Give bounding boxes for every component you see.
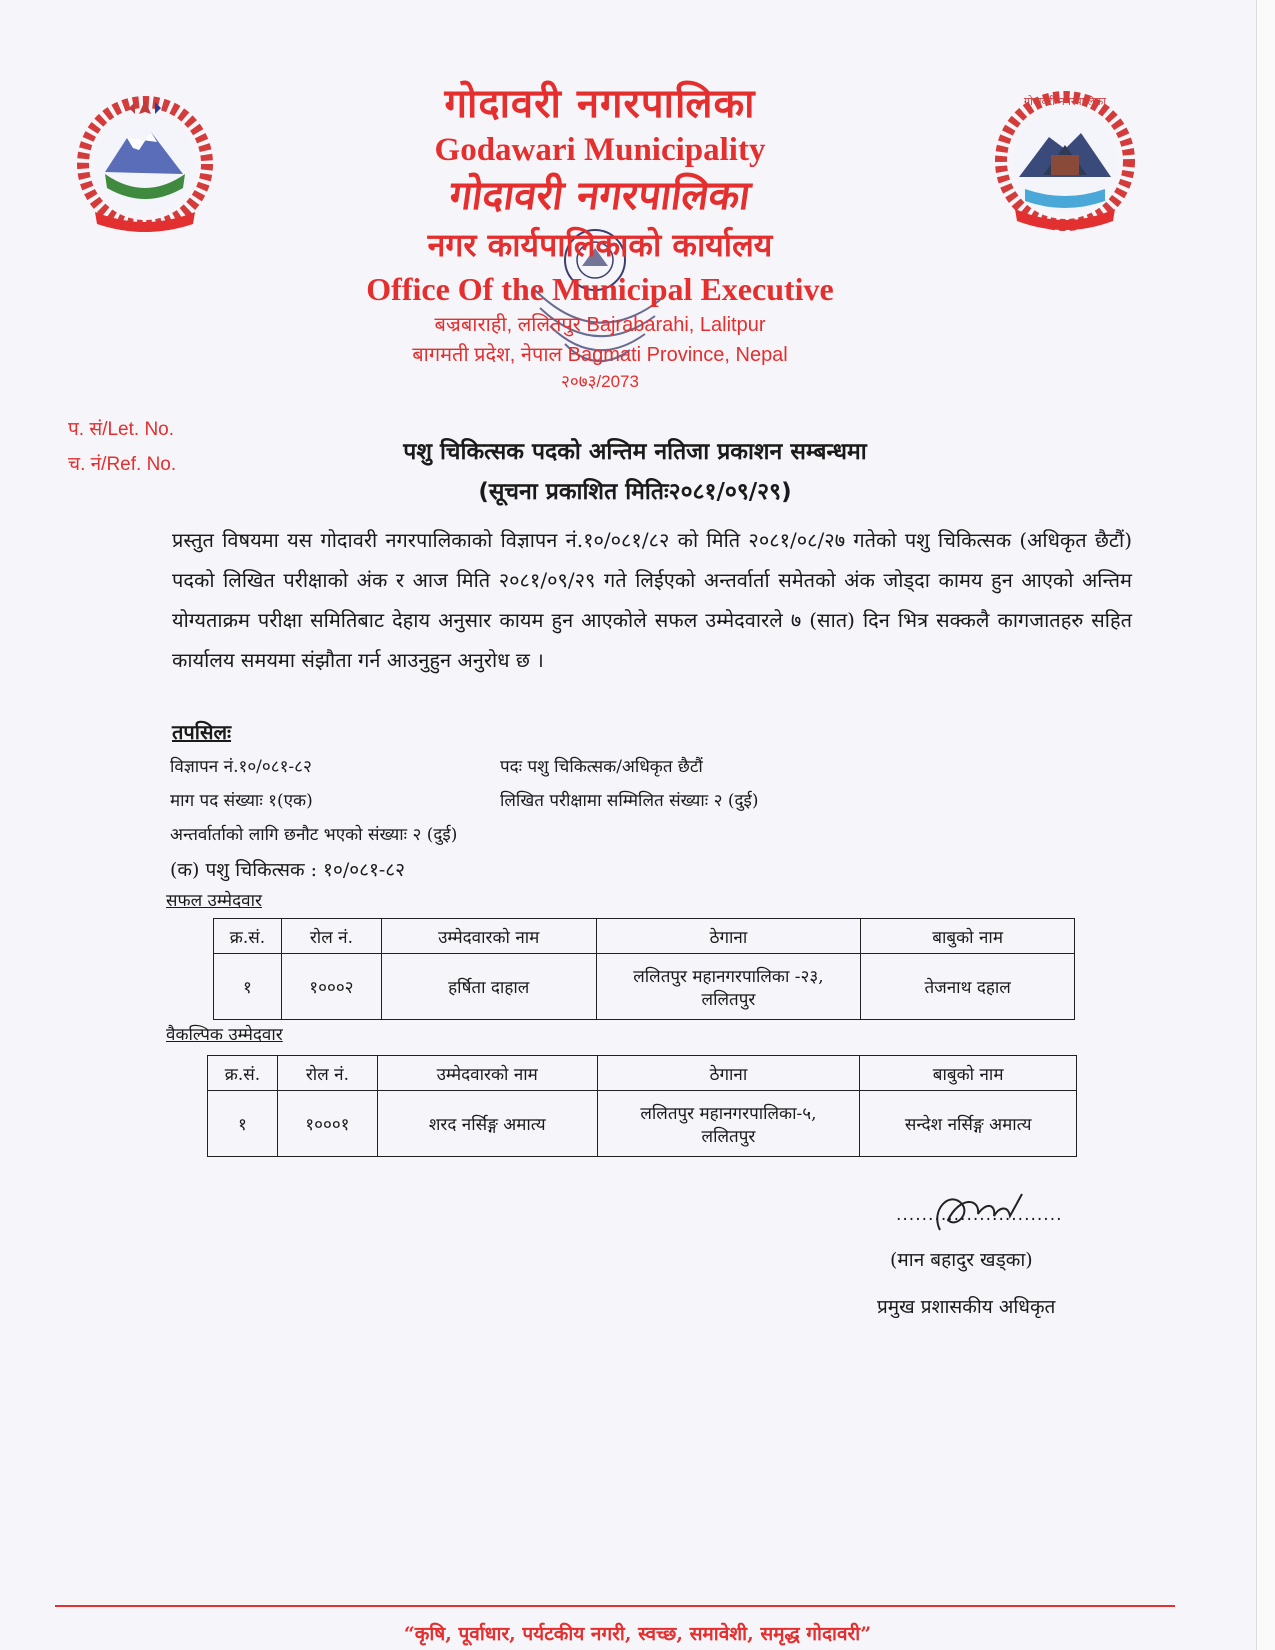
successful-candidates-table xyxy=(213,918,1075,1020)
subject xyxy=(300,432,970,512)
header-father: बाबुको नाम xyxy=(861,919,1075,954)
cell-name: हर्षिता दाहाल xyxy=(381,954,596,1020)
address-line-1: बज्रबाराही, ललितपुर Bajrabarahi, Lalitpur xyxy=(434,314,766,336)
header-name: उम्मेदवारको नाम xyxy=(381,919,596,954)
interview-shortlisted: अन्तर्वार्ताको लागि छनौट भएको संख्याः २ (दुई) xyxy=(170,825,458,845)
godawari-municipality-logo-icon xyxy=(985,85,1145,235)
municipality-name-stylized: गोदावरी नगरपालिका xyxy=(446,172,754,219)
office-name-english: Office Of the Municipal Executive xyxy=(366,271,834,307)
alternate-candidates-table xyxy=(207,1055,1077,1157)
address-line-2: बागमती प्रदेश, नेपाल Bagmati Province, Nepal xyxy=(412,344,788,366)
signature-line: .......................... xyxy=(896,1205,1063,1225)
post-name: पदः पशु चिकित्सक/अधिकृत छैटौं xyxy=(500,757,703,777)
signatory-title: प्रमुख प्रशासकीय अधिकृत xyxy=(877,1296,1056,1318)
body-paragraph: प्रस्तुत विषयमा यस गोदावरी नगरपालिकाको विज्ञापन नं.१०/०८१/८२ को मिति २०८१/०८/२७ गतेको पशु चिकित्सक (अधिकृत छैटौं) पदको लिखित परीक्षाको अंक र आज मिति २०८१/०९/२९ गते लिईएको अन्तर्वार्ता समेतको अंक जोड्दा कामय हुन आएको अन्तिम योग्यताक्रम परीक्षा समितिबाट देहाय अनुसार कायम हुन आएकोले सफल उम्मेदवारले ७ (सात) दिन भित्र सक्कलै कागजातहरु सहित कार्यालय समयमा संझौता गर्न आउनुहुन अनुरोध छ । xyxy=(172,528,1132,672)
table-row xyxy=(214,954,1075,1020)
header-serial: क्र.सं. xyxy=(208,1056,278,1091)
municipality-name-english: Godawari Municipality xyxy=(434,132,766,168)
cell-serial: १ xyxy=(214,954,282,1020)
cell-father: तेजनाथ दहाल xyxy=(861,954,1075,1020)
footer-motto: “कृषि, पूर्वाधार, पर्यटकीय नगरी, स्वच्छ, समावेशी, समृद्ध गोदावरी” xyxy=(403,1623,872,1645)
reference-number-label: च. नं/Ref. No. xyxy=(68,454,177,475)
table-header-row xyxy=(208,1056,1077,1091)
cell-address xyxy=(596,954,861,1020)
header-serial: क्र.सं. xyxy=(214,919,282,954)
cell-roll: १०००२ xyxy=(281,954,381,1020)
header-father: बाबुको नाम xyxy=(860,1056,1077,1091)
demand-posts: माग पद संख्याः १(एक) xyxy=(170,791,313,811)
cell-roll: १०००१ xyxy=(277,1091,377,1157)
page-edge xyxy=(1256,0,1275,1650)
header-roll: रोल नं. xyxy=(277,1056,377,1091)
cell-serial: १ xyxy=(208,1091,278,1157)
right-emblem-text: गोदावरी नगरपालिका xyxy=(1023,95,1107,108)
municipality-name-nepali: गोदावरी नगरपालिका xyxy=(444,81,756,127)
cell-father: सन्देश नर्सिङ्ग अमात्य xyxy=(860,1091,1077,1157)
table-row xyxy=(208,1091,1077,1157)
category-line: (क) पशु चिकित्सक : १०/०८१-८२ xyxy=(170,859,406,881)
details-heading: तपसिलः xyxy=(172,720,232,744)
footer-divider xyxy=(55,1605,1175,1607)
office-name-nepali: नगर कार्यपालिकाको कार्यालय xyxy=(427,226,773,264)
written-exam-count: लिखित परीक्षामा सम्मिलित संख्याः २ (दुई) xyxy=(500,791,759,811)
header-address: ठेगाना xyxy=(596,919,861,954)
header-name: उम्मेदवारको नाम xyxy=(377,1056,597,1091)
alternate-candidates-label: वैकल्पिक उम्मेदवार xyxy=(166,1025,283,1045)
letter-number-label: प. सं/Let. No. xyxy=(68,419,175,440)
address-line: ललितपुर महानगरपालिका -२३, xyxy=(633,966,824,987)
address-line: ललितपुर महानगरपालिका-५, xyxy=(640,1103,817,1124)
table-header-row xyxy=(214,919,1075,954)
signatory-name: (मान बहादुर खड्का) xyxy=(890,1249,1033,1271)
subject-line-2: (सूचना प्रकाशित मितिः२०८१/०९/२९) xyxy=(478,479,792,505)
nepal-emblem-icon xyxy=(65,92,225,242)
advertisement-number: विज्ञापन नं.१०/०८१-८२ xyxy=(170,757,312,777)
letterhead xyxy=(300,78,900,394)
address-line: ललितपुर xyxy=(701,989,756,1010)
cell-name: शरद नर्सिङ्ग अमात्य xyxy=(377,1091,597,1157)
cell-address xyxy=(597,1091,860,1157)
established-year: २०७३/2073 xyxy=(561,372,639,391)
successful-candidates-label: सफल उम्मेदवार xyxy=(166,891,262,911)
address-line: ललितपुर xyxy=(701,1126,756,1147)
header-roll: रोल नं. xyxy=(281,919,381,954)
subject-line-1: पशु चिकित्सक पदको अन्तिम नतिजा प्रकाशन सम्बन्धमा xyxy=(403,439,867,465)
header-address: ठेगाना xyxy=(597,1056,860,1091)
